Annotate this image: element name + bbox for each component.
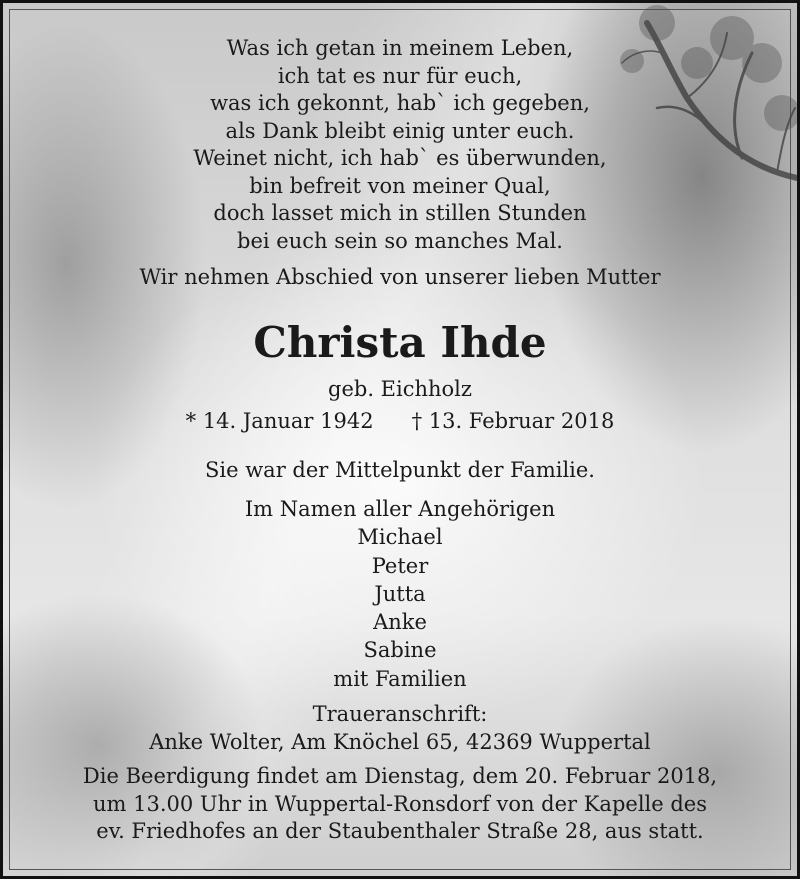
deceased-name: Christa Ihde	[253, 318, 547, 367]
poem-line: was ich gekonnt, hab` ich gegeben,	[210, 91, 590, 115]
poem-line: Weinet nicht, ich hab` es überwunden,	[193, 146, 607, 170]
funeral-line: ev. Friedhofes an der Staubenthaler Straße 28, aus statt.	[96, 819, 704, 843]
funeral-line: Die Beerdigung findet am Dienstag, dem 20. Februar 2018,	[82, 764, 718, 788]
poem-line: als Dank bleibt einig unter euch.	[225, 118, 575, 143]
funeral-details	[3, 763, 797, 846]
life-dates	[3, 407, 797, 435]
poem-line: bei euch sein so manches Mal.	[237, 228, 563, 253]
poem	[3, 35, 797, 255]
family-tribute: Sie war der Mittelpunkt der Familie.	[205, 458, 595, 482]
funeral-line: um 13.00 Uhr in Wuppertal-Ronsdorf von der Kapelle des	[92, 791, 708, 816]
poem-line: bin befreit von meiner Qual,	[249, 173, 551, 198]
mourner-line: Anke	[373, 610, 427, 635]
mourner-line: Sabine	[363, 638, 437, 663]
poem-line: doch lasset mich in stillen Stunden	[213, 201, 587, 225]
address-value: Anke Wolter, Am Knöchel 65, 42369 Wuppertal	[149, 730, 651, 754]
address-label: Traueranschrift:	[312, 702, 488, 726]
death-date: † 13. Februar 2018	[411, 409, 615, 433]
poem-line: Was ich getan in meinem Leben,	[226, 36, 574, 60]
mourner-line: Jutta	[374, 581, 426, 606]
mourner-line: mit Familien	[333, 666, 467, 691]
maiden-name: geb. Eichholz	[328, 377, 472, 401]
mourner-line: Peter	[371, 553, 429, 578]
mourners-list	[3, 495, 797, 693]
mourner-line: Michael	[357, 525, 443, 550]
farewell-line: Wir nehmen Abschied von unserer lieben Mutter	[139, 265, 661, 289]
poem-line: ich tat es nur für euch,	[277, 63, 523, 88]
mourning-address	[3, 700, 797, 756]
mourner-line: Im Namen aller Angehörigen	[244, 497, 556, 521]
birth-date: * 14. Januar 1942	[185, 409, 374, 433]
